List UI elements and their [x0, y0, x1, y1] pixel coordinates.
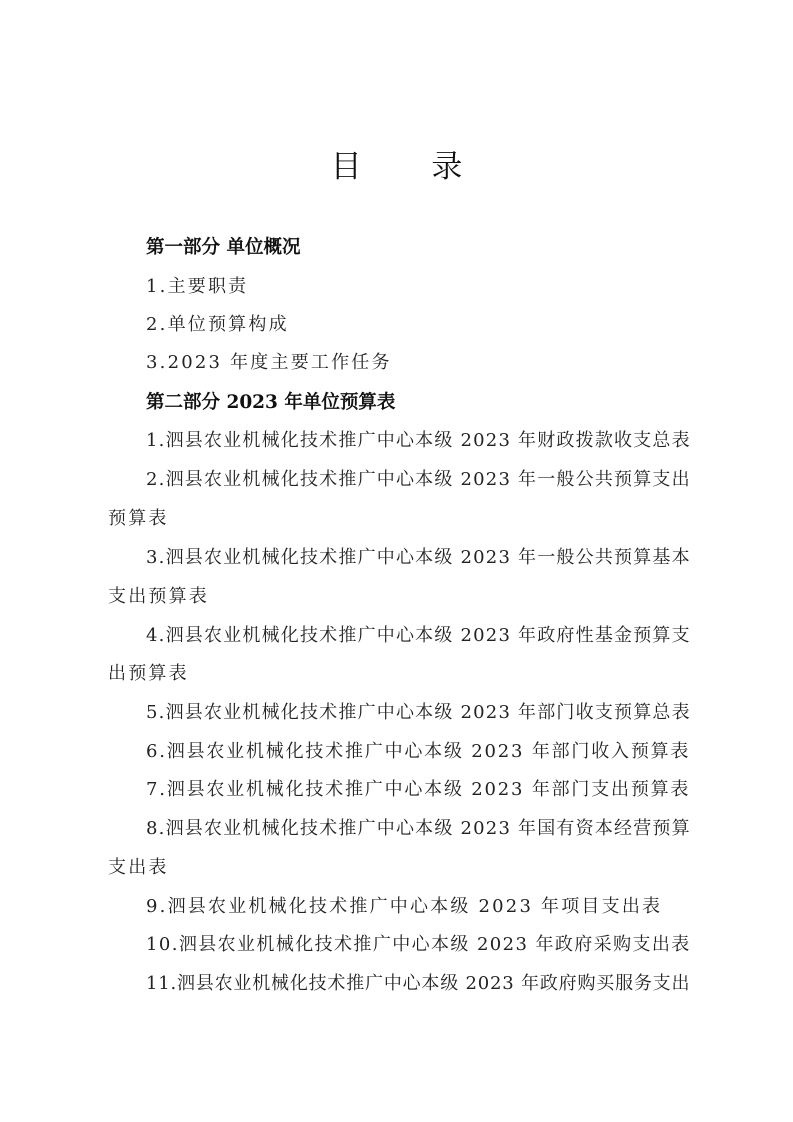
part1-item-3: 3.2023 年度主要工作任务 [146, 352, 392, 373]
toc-entry-2: 2.泗县农业机械化技术推广中心本级 2023 年一般公共预算支出 [146, 469, 691, 490]
toc-entry-8: 8.泗县农业机械化技术推广中心本级 2023 年国有资本经营预算 [146, 818, 691, 839]
toc-entry-3: 3.泗县农业机械化技术推广中心本级 2023 年一般公共预算基本 [146, 547, 691, 568]
part1-heading: 第一部分 单位概况 [146, 237, 301, 258]
toc-entry-11: 11.泗县农业机械化技术推广中心本级 2023 年政府购买服务支出 [146, 973, 691, 994]
toc-entry-4-continuation: 出预算表 [108, 663, 189, 684]
toc-entry-2-continuation: 预算表 [108, 508, 169, 529]
toc-entry-8-continuation: 支出表 [108, 857, 169, 878]
toc-entry-3-continuation: 支出预算表 [108, 586, 209, 607]
toc-entry-4: 4.泗县农业机械化技术推广中心本级 2023 年政府性基金预算支 [146, 625, 691, 646]
part2-heading: 第二部分 2023 年单位预算表 [146, 392, 396, 413]
toc-entry-9: 9.泗县农业机械化技术推广中心本级 2023 年项目支出表 [146, 896, 663, 917]
part1-item-1: 1.主要职责 [146, 276, 249, 297]
toc-entry-5: 5.泗县农业机械化技术推广中心本级 2023 年部门收支预算总表 [146, 702, 691, 723]
toc-entry-1: 1.泗县农业机械化技术推广中心本级 2023 年财政拨款收支总表 [146, 430, 691, 451]
part1-item-2: 2.单位预算构成 [146, 314, 289, 335]
toc-entry-10: 10.泗县农业机械化技术推广中心本级 2023 年政府采购支出表 [146, 934, 691, 955]
page-title: 目 录 [330, 149, 493, 185]
toc-entry-6: 6.泗县农业机械化技术推广中心本级 2023 年部门收入预算表 [146, 741, 691, 762]
toc-entry-7: 7.泗县农业机械化技术推广中心本级 2023 年部门支出预算表 [146, 779, 691, 800]
